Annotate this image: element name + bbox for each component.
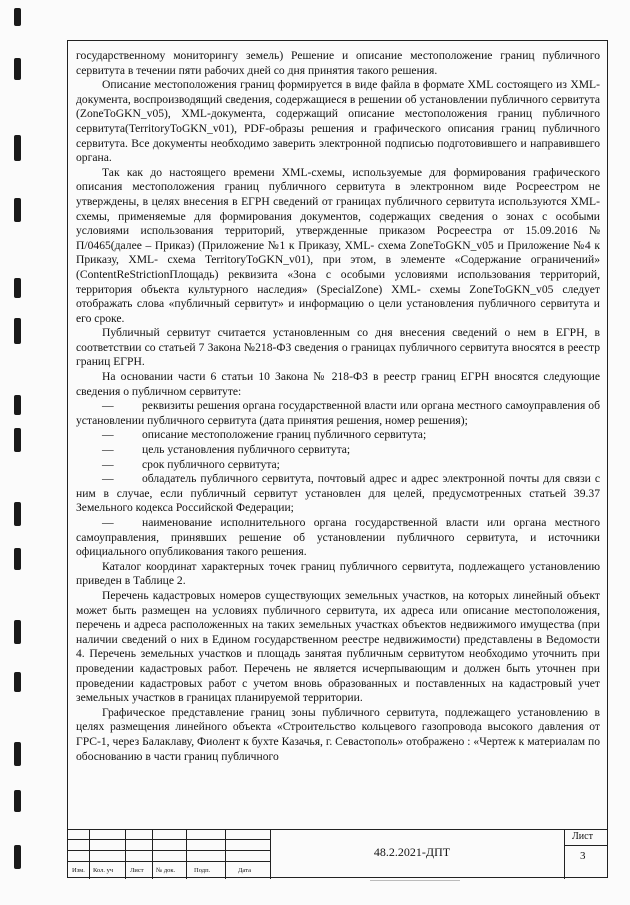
dash-marker: — — [102, 457, 114, 471]
paragraph-text: государственному мониторингу земель) Решение и описание местоположение границ публичного сервитута в течении пяти рабочих дней со дня принятия такого решения. — [76, 49, 600, 77]
stamp-label-podp: Подп. — [194, 867, 211, 874]
paragraph-text: Так как до настоящего времени XML-схемы, используемые для формирования графического описания местоположения границ публичного сервитута в электронном виде Росреестром не утверждены, в целях внесения в ЕГРН сведений от границах публичного сервитута используются XML-схемы, применяемые для формирования документов, содержащих сведения о зонах с особыми условиями использования территорий, утвержденные приказом Росреестра от 15.09.2016 № П/0465(далее – Приказ) (Приложение №1 к Приказу, XML- схема ZoneToGKN_v05 и Приложение №4 к Приказу, XML- схема TerritoryToGKN_v01), при этом, в элементе «Содержание ограничений» (ContentReStrictionПлощадь) реквизита «Зона с особыми условиями использования территорий, территория объекта культурного наследия» (SpecialZone) XML- схемы ZoneToGKN_v05 следует отображать слова «публичный сервитут» и информацию о цели установления публичного сервитута и его сроке. — [76, 165, 600, 325]
paragraph-text: описание местоположение границ публичного сервитута; — [142, 428, 427, 442]
stamp-label-data: Дата — [238, 867, 251, 874]
document-body — [76, 49, 600, 764]
paragraph — [76, 706, 600, 764]
list-item — [76, 399, 600, 428]
paragraph-text: срок публичного сервитута; — [142, 457, 280, 471]
title-block — [67, 829, 608, 879]
paragraph-text: обладатель публичного сервитута, почтовый адрес и адрес электронной почты для связи с ним в случае, если публичный сервитут установлен для целей, предусмотренных статьей 39.37 Земельного кодекса Российской Федерации; — [76, 472, 600, 515]
dash-marker: — — [102, 428, 114, 442]
paragraph-text: реквизиты решения органа государственной власти или органа местного самоуправления об установлении публичного сервитута (дата принятия решения, номер решения); — [76, 399, 600, 427]
list-item — [76, 443, 600, 458]
paragraph-text: Описание местоположения границ формируется в виде файла в формате XML состоящего из XML-документа, воспроизводящий сведения, содержащиеся в решении об установлении публичного сервитута (ZoneToGKN_v05), XML-документа, содержащий описание местоположения границ публичного сервитута(TerritoryToGKN_v01), PDF-образы решения и графического описания границ публичного сервитута. Все документы необходимо заверить электронной подписью подготовившего и направившего органа. — [76, 78, 600, 165]
paragraph-text: цель установления публичного сервитута; — [142, 443, 351, 457]
paragraph — [76, 326, 600, 370]
paragraph-text: Перечень кадастровых номеров существующих земельных участков, на которых линейный объект может быть размещен на условиях публичного сервитута, их адреса или описание местоположения, перечень и адреса расположенных на таких земельных участках объектов недвижимого имущества (при наличии сведений о них в Едином государственном реестре недвижимости) представлены в Ведомости 4. Перечень земельных участков и площадь занятая публичным сервитутом необходимо уточнить при проведении кадастровых работ. Перечень не является исчерпывающим и должен быть уточнен при проведении кадастровых работ с учетом вновь образованных и поставленных на кадастровый учет земельных участков в границах планируемой территории. — [76, 588, 600, 705]
paragraph-text: Графическое представление границ зоны публичного сервитута, подлежащего установлению в целях размещения линейного объекта «Строительство кольцевого газопровода высокого давления от ГРС-1, через Балаклаву, Фиолент к бухте Казачья, г. Севастополь» отображено : «Чертеж к материалам по обоснованию в части границ публичного — [76, 705, 600, 763]
paragraph — [76, 589, 600, 706]
list-item — [76, 428, 600, 443]
paragraph — [76, 560, 600, 589]
paragraph-text: Каталог координат характерных точек границ публичного сервитута, подлежащего установлению приведен в Таблице 2. — [76, 559, 600, 588]
paragraph — [76, 166, 600, 327]
paragraph — [76, 49, 600, 78]
binding-holes — [14, 0, 26, 905]
paragraph-text: Публичный сервитут считается установленным со дня внесения сведений о нем в ЕГРН, в соответствии со статьей 7 Закона №218-ФЗ сведения о границах публичного сервитута вносятся в реестр границ ЕГРН. — [76, 326, 600, 369]
dash-marker: — — [102, 516, 114, 529]
list-item — [76, 472, 600, 516]
stamp-label-doc: № док. — [156, 867, 176, 874]
document-code: 48.2.2021-ДПТ — [373, 845, 451, 859]
paragraph — [76, 78, 600, 166]
sheet-header: Лист — [572, 831, 593, 842]
dash-marker: — — [102, 443, 114, 457]
paragraph-text: На основании части 6 статьи 10 Закона № 218-ФЗ в реестр границ ЕГРН вносятся следующие сведения о публичном сервитуте: — [76, 370, 600, 398]
sheet-number: 3 — [580, 850, 586, 862]
stamp-label-izm: Изм. — [72, 867, 85, 874]
dash-marker: — — [102, 472, 114, 486]
list-item — [76, 516, 600, 560]
paragraph — [76, 370, 600, 399]
stamp-label-list: Лист — [130, 867, 144, 874]
list-item — [76, 458, 600, 473]
dash-marker: — — [102, 399, 114, 413]
stamp-label-kol: Кол. уч — [93, 867, 114, 874]
paragraph-text: наименование исполнительного органа государственной власти или органа местного самоуправления, принявших решение об установлении публичного сервитута, и источники официального опубликования такого решения. — [76, 516, 600, 559]
